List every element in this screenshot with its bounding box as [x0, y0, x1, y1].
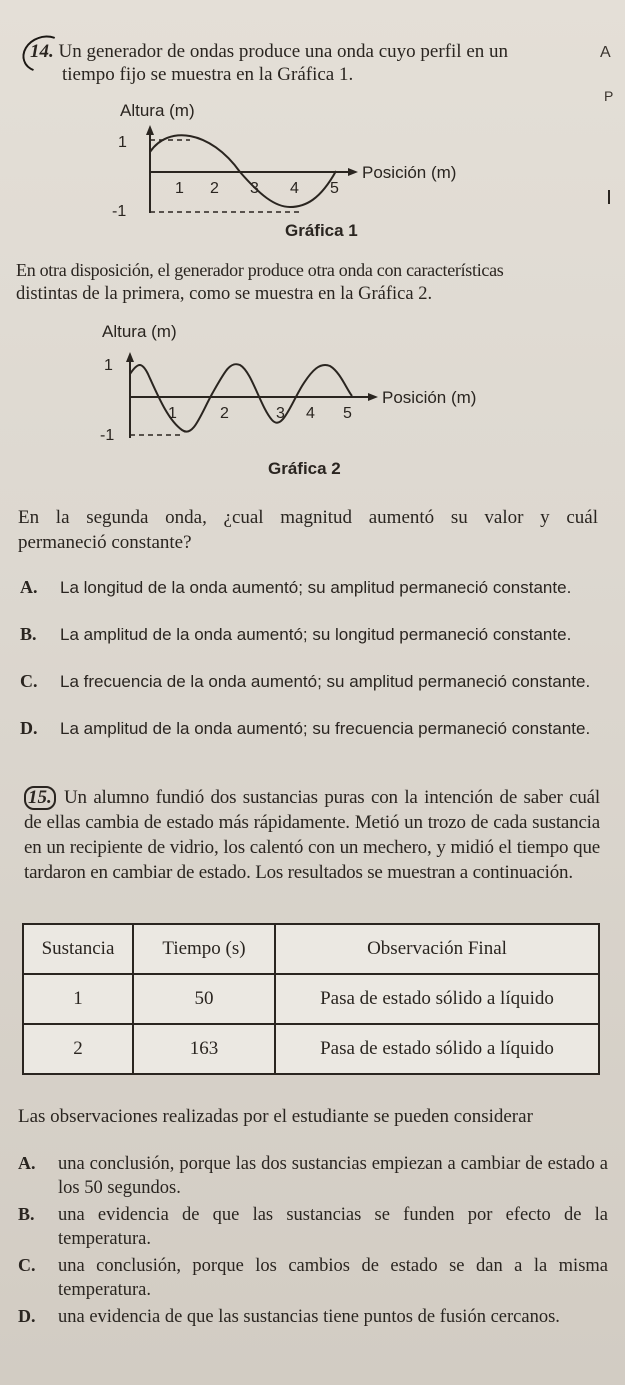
q14-intro-line1: Un generador de ondas produce una onda cuyo perfil en un [58, 41, 509, 62]
q15-option-b-letter: B. [18, 1204, 35, 1224]
table-cell: 50 [133, 974, 275, 1024]
table-cell: 163 [133, 1024, 275, 1074]
graph2-x-arrow [368, 393, 378, 401]
q14-intro-line2: tiempo fijo se muestra en la Gráfica 1. [62, 64, 354, 85]
table-row [23, 1024, 599, 1074]
graph2-ytick-neg1: -1 [100, 427, 115, 444]
table-cell: Pasa de estado sólido a líquido [275, 1024, 599, 1074]
graph1-xlabel: Posición (m) [362, 163, 457, 182]
q15-paragraph: Un alumno fundió dos sustancias puras con la intención de saber cuál de ellas cambia de estado más rápidamente. Metió un trozo de cada sustancia en un recipiente de vidrio, los calentó con un mechero, y midió el tiempo que tardaron en cambiar de estado. Los resultados se muestran a continuación. [24, 787, 600, 883]
graph2-xtick-5: 5 [343, 405, 352, 422]
results-table [22, 923, 600, 1075]
graph-1 [90, 95, 510, 245]
margin-mark-p: P [604, 88, 614, 104]
graph2-ytick-1: 1 [104, 357, 113, 374]
q15-option-d-letter: D. [18, 1306, 36, 1326]
graph2-title: Gráfica 2 [268, 459, 341, 478]
q14-intro [30, 40, 590, 64]
graph2-xtick-3: 3 [276, 405, 285, 422]
q14-question-line1: En la segunda onda, ¿cual magnitud aumentó su valor y cuál [18, 507, 598, 528]
margin-bar [608, 190, 610, 204]
graph1-x-arrow [348, 168, 358, 176]
graph1-xtick-4: 4 [290, 180, 299, 197]
q15-option-c-letter: C. [18, 1255, 36, 1275]
table-cell: 2 [23, 1024, 133, 1074]
graph2-xtick-2: 2 [220, 405, 229, 422]
q14-middle-line1: En otra disposición, el generador produce otra onda con características [16, 260, 504, 280]
q15-option-a-letter: A. [18, 1153, 36, 1173]
table-header-observacion: Observación Final [275, 924, 599, 974]
q15-option-d[interactable] [18, 1305, 608, 1357]
q15-question: Las observaciones realizadas por el estudiante se pueden considerar [18, 1106, 533, 1127]
table-row [23, 974, 599, 1024]
table-cell: Pasa de estado sólido a líquido [275, 974, 599, 1024]
q14-option-a[interactable] [20, 576, 600, 624]
q14-question-line2: permaneció constante? [18, 532, 192, 553]
graph2-xlabel: Posición (m) [382, 388, 477, 407]
graph2-ylabel: Altura (m) [102, 322, 177, 341]
table-cell: 1 [23, 974, 133, 1024]
graph2-xtick-1: 1 [168, 405, 177, 422]
graph1-ytick-1: 1 [118, 134, 127, 151]
table-header-sustancia: Sustancia [23, 924, 133, 974]
graph1-ytick-neg1: -1 [112, 203, 127, 220]
q15-option-c[interactable] [18, 1254, 608, 1306]
table-header-row [23, 924, 599, 974]
q14-middle-line2: distintas de la primera, como se muestra en la Gráfica 2. [16, 284, 433, 304]
graph1-xtick-1: 1 [175, 180, 184, 197]
q14-option-a-text: La longitud de la onda aumentó; su amplitud permaneció constante. [60, 578, 572, 597]
q14-option-a-letter: A. [20, 577, 38, 597]
q15-option-a-text: una conclusión, porque las dos sustancias empiezan a cambiar de estado a los 50 segundos. [58, 1154, 608, 1198]
q15-option-d-text: una evidencia de que las sustancias tiene puntos de fusión cercanos. [58, 1307, 560, 1327]
q14-number: 14. [30, 41, 54, 62]
graph1-xtick-5: 5 [330, 180, 339, 197]
graph2-xtick-4: 4 [306, 405, 315, 422]
table-header-tiempo: Tiempo (s) [133, 924, 275, 974]
q14-option-d-letter: D. [20, 718, 38, 738]
graph1-ylabel: Altura (m) [120, 101, 195, 120]
q14-option-c[interactable] [20, 670, 600, 718]
margin-mark-a: A [600, 44, 611, 61]
q15-option-a[interactable] [18, 1152, 608, 1204]
q14-option-d-text: La amplitud de la onda aumentó; su frecuencia permaneció constante. [60, 719, 591, 738]
q14-option-c-letter: C. [20, 671, 38, 691]
graph-2 [90, 316, 510, 486]
graph1-title: Gráfica 1 [285, 221, 358, 240]
q14-option-d[interactable] [20, 717, 600, 765]
q14-option-b[interactable] [20, 623, 600, 671]
q15-option-b[interactable] [18, 1203, 608, 1255]
q15-number: 15. [24, 786, 56, 810]
graph2-y-arrow [126, 352, 134, 362]
q15-option-b-text: una evidencia de que las sustancias se funden por efecto de la temperatura. [58, 1205, 608, 1249]
q14-option-c-text: La frecuencia de la onda aumentó; su amplitud permaneció constante. [60, 672, 591, 691]
q14-option-b-text: La amplitud de la onda aumentó; su longitud permaneció constante. [60, 625, 572, 644]
graph1-xtick-2: 2 [210, 180, 219, 197]
graph1-y-arrow [146, 125, 154, 135]
q14-option-b-letter: B. [20, 624, 37, 644]
graph1-xtick-3: 3 [250, 180, 259, 197]
q15-option-c-text: una conclusión, porque los cambios de estado se dan a la misma temperatura. [58, 1256, 608, 1300]
